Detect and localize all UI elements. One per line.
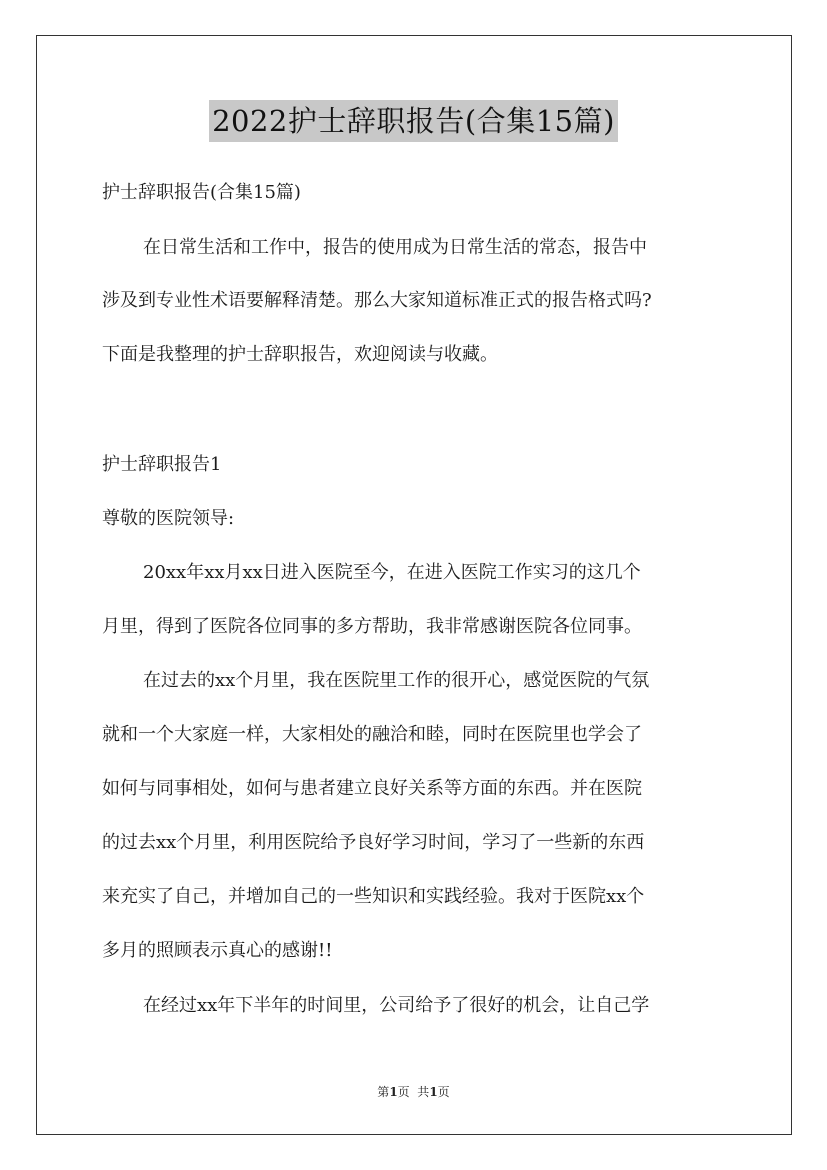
paragraph2-line-3: 如何与同事相处，如何与患者建立良好关系等方面的东西。并在医院 [102,778,642,799]
document-subtitle: 护士辞职报告(合集15篇) [102,182,301,203]
paragraph2-line-4: 的过去xx个月里，利用医院给予良好学习时间，学习了一些新的东西 [102,832,645,853]
footer-page-prefix: 第 [377,1085,390,1099]
salutation: 尊敬的医院领导: [102,508,235,529]
intro-line-3: 下面是我整理的护士辞职报告，欢迎阅读与收藏。 [102,344,498,365]
paragraph1-line-1: 20xx年xx月xx日进入医院至今，在进入医院工作实习的这几个 [143,562,641,583]
paragraph2-line-5: 来充实了自己，并增加自己的一些知识和实践经验。我对于医院xx个 [102,886,645,907]
paragraph2-line-6: 多月的照顾表示真心的感谢!! [102,940,333,961]
footer-page-suffix: 页 [437,1085,450,1099]
section-heading: 护士辞职报告1 [102,454,222,475]
page-footer [0,1084,827,1100]
document-title: 2022护士辞职报告(合集15篇) [209,100,618,142]
footer-page-mid: 页 共 [397,1085,430,1099]
paragraph2-line-2: 就和一个大家庭一样，大家相处的融洽和睦，同时在医院里也学会了 [102,724,642,745]
paragraph1-line-2: 月里，得到了医院各位同事的多方帮助，我非常感谢医院各位同事。 [102,616,642,637]
intro-line-1: 在日常生活和工作中，报告的使用成为日常生活的常态，报告中 [143,237,647,258]
footer-page-total: 1 [429,1085,438,1099]
intro-line-2: 涉及到专业性术语要解释清楚。那么大家知道标准正式的报告格式吗? [102,290,652,311]
paragraph3-line-1: 在经过xx年下半年的时间里，公司给予了很好的机会，让自己学 [143,995,650,1016]
paragraph2-line-1: 在过去的xx个月里，我在医院里工作的很开心，感觉医院的气氛 [143,670,650,691]
title-container [0,100,827,142]
footer-page-current: 1 [389,1085,398,1099]
